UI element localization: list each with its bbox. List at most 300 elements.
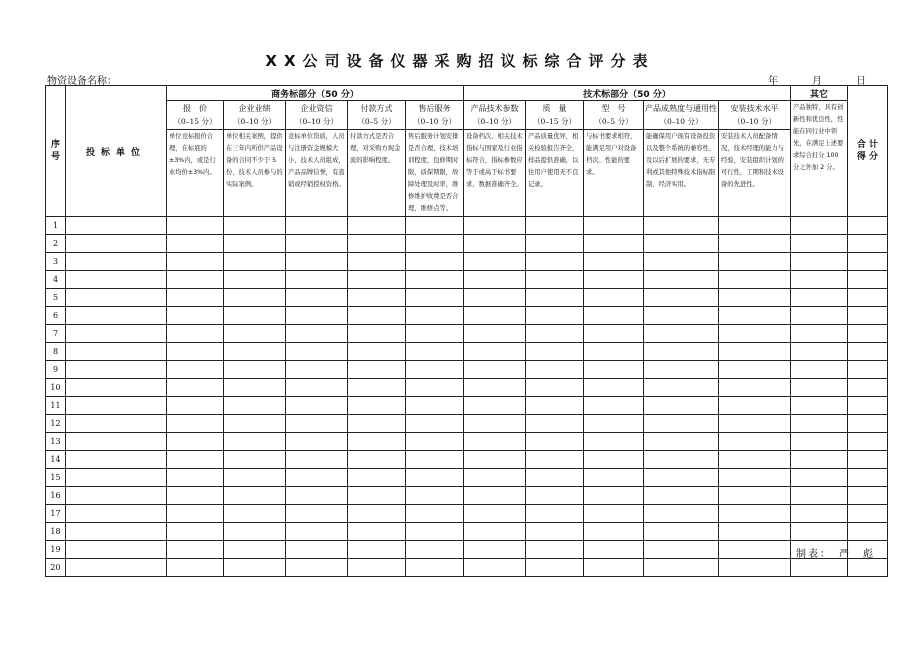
bidder-cell[interactable] — [66, 235, 167, 253]
bidder-cell[interactable] — [66, 379, 167, 397]
score-cell[interactable] — [348, 379, 406, 397]
score-cell[interactable] — [719, 307, 791, 325]
criterion-description: 能确保用户现有设备投资以及整个系统的兼容性，及以后扩展的要求，无专利或其他特殊技术指标限制、经济实用。 — [644, 130, 719, 217]
score-cell[interactable] — [644, 397, 719, 415]
score-cell[interactable] — [584, 559, 644, 577]
score-cell[interactable] — [286, 415, 348, 433]
score-cell[interactable] — [464, 541, 526, 559]
total-score-cell[interactable] — [848, 559, 888, 577]
score-cell[interactable] — [464, 253, 526, 271]
business-section-header: 商务标部分（50 分） — [167, 86, 464, 101]
score-cell[interactable] — [464, 307, 526, 325]
criterion-name: 质 量 — [542, 104, 567, 113]
score-cell[interactable] — [406, 541, 464, 559]
score-cell[interactable] — [224, 505, 286, 523]
bidder-cell[interactable] — [66, 487, 167, 505]
row-number: 18 — [46, 523, 66, 541]
score-cell[interactable] — [406, 289, 464, 307]
score-cell[interactable] — [719, 469, 791, 487]
score-cell[interactable] — [224, 541, 286, 559]
score-cell[interactable] — [526, 541, 584, 559]
score-cell[interactable] — [526, 271, 584, 289]
criterion-range: （0–10 分） — [473, 117, 516, 126]
score-cell[interactable] — [406, 397, 464, 415]
score-cell[interactable] — [719, 415, 791, 433]
total-score-cell[interactable] — [848, 469, 888, 487]
score-cell[interactable] — [406, 559, 464, 577]
score-cell[interactable] — [224, 559, 286, 577]
total-score-cell[interactable] — [848, 433, 888, 451]
score-cell[interactable] — [286, 235, 348, 253]
score-cell[interactable] — [348, 415, 406, 433]
score-cell[interactable] — [719, 289, 791, 307]
score-cell[interactable] — [406, 523, 464, 541]
score-cell[interactable] — [791, 217, 848, 235]
score-cell[interactable] — [719, 397, 791, 415]
score-cell[interactable] — [584, 307, 644, 325]
score-cell[interactable] — [167, 343, 224, 361]
score-cell[interactable] — [224, 307, 286, 325]
score-cell[interactable] — [406, 379, 464, 397]
score-cell[interactable] — [348, 235, 406, 253]
score-cell[interactable] — [167, 361, 224, 379]
score-cell[interactable] — [348, 271, 406, 289]
score-cell[interactable] — [224, 433, 286, 451]
score-cell[interactable] — [167, 505, 224, 523]
score-cell[interactable] — [791, 325, 848, 343]
score-cell[interactable] — [791, 235, 848, 253]
criterion-header — [286, 101, 348, 130]
criterion-range: （0–15 分） — [533, 117, 576, 126]
bidder-cell[interactable] — [66, 451, 167, 469]
score-cell[interactable] — [167, 307, 224, 325]
total-score-cell[interactable] — [848, 361, 888, 379]
score-cell[interactable] — [464, 487, 526, 505]
score-cell[interactable] — [348, 433, 406, 451]
score-cell[interactable] — [644, 559, 719, 577]
score-cell[interactable] — [719, 487, 791, 505]
score-cell[interactable] — [286, 253, 348, 271]
score-cell[interactable] — [167, 289, 224, 307]
score-cell[interactable] — [791, 343, 848, 361]
score-cell[interactable] — [644, 271, 719, 289]
criterion-range: （0–10 分） — [733, 117, 776, 126]
score-cell[interactable] — [224, 469, 286, 487]
score-cell[interactable] — [224, 451, 286, 469]
score-cell[interactable] — [719, 325, 791, 343]
score-cell[interactable] — [348, 505, 406, 523]
score-cell[interactable] — [584, 217, 644, 235]
score-cell[interactable] — [348, 559, 406, 577]
score-cell[interactable] — [286, 343, 348, 361]
score-cell[interactable] — [167, 541, 224, 559]
score-cell[interactable] — [719, 379, 791, 397]
score-cell[interactable] — [224, 253, 286, 271]
score-cell[interactable] — [526, 235, 584, 253]
score-cell[interactable] — [348, 487, 406, 505]
score-cell[interactable] — [348, 361, 406, 379]
score-cell[interactable] — [406, 271, 464, 289]
score-cell[interactable] — [406, 451, 464, 469]
score-cell[interactable] — [526, 289, 584, 307]
score-cell[interactable] — [464, 289, 526, 307]
score-cell[interactable] — [464, 559, 526, 577]
score-cell[interactable] — [464, 397, 526, 415]
table-row — [46, 451, 888, 469]
score-cell[interactable] — [526, 397, 584, 415]
score-cell[interactable] — [644, 217, 719, 235]
row-number: 11 — [46, 397, 66, 415]
score-cell[interactable] — [644, 325, 719, 343]
score-cell[interactable] — [348, 289, 406, 307]
score-cell[interactable] — [286, 361, 348, 379]
section-header-row — [46, 86, 888, 101]
score-cell[interactable] — [791, 289, 848, 307]
score-cell[interactable] — [167, 433, 224, 451]
total-score-cell[interactable] — [848, 343, 888, 361]
criterion-description: 设备档次、相关技术指标与国家及行业指标符合，指标参数应等于或高于标书要求，数据准确齐全。 — [464, 130, 526, 217]
score-cell[interactable] — [348, 541, 406, 559]
score-cell[interactable] — [464, 415, 526, 433]
score-cell[interactable] — [167, 415, 224, 433]
score-cell[interactable] — [224, 379, 286, 397]
score-cell[interactable] — [224, 289, 286, 307]
score-cell[interactable] — [644, 361, 719, 379]
score-cell[interactable] — [526, 451, 584, 469]
score-cell[interactable] — [224, 325, 286, 343]
criterion-header — [644, 101, 719, 130]
criteria-description-row — [46, 130, 888, 217]
total-score-cell[interactable] — [848, 235, 888, 253]
score-cell[interactable] — [286, 379, 348, 397]
bidder-cell[interactable] — [66, 433, 167, 451]
score-cell[interactable] — [167, 523, 224, 541]
score-cell[interactable] — [791, 487, 848, 505]
criterion-name: 企业业绩 — [238, 104, 271, 113]
bidder-cell[interactable] — [66, 271, 167, 289]
score-cell[interactable] — [464, 271, 526, 289]
score-cell[interactable] — [464, 325, 526, 343]
bidder-cell[interactable] — [66, 397, 167, 415]
score-cell[interactable] — [406, 505, 464, 523]
criterion-header — [406, 101, 464, 130]
score-cell[interactable] — [406, 433, 464, 451]
criterion-header — [584, 101, 644, 130]
score-cell[interactable] — [526, 523, 584, 541]
total-score-cell[interactable] — [848, 307, 888, 325]
total-score-cell[interactable] — [848, 253, 888, 271]
score-cell[interactable] — [791, 451, 848, 469]
score-cell[interactable] — [584, 253, 644, 271]
score-cell[interactable] — [348, 217, 406, 235]
score-cell[interactable] — [464, 451, 526, 469]
row-number: 1 — [46, 217, 66, 235]
score-cell[interactable] — [286, 289, 348, 307]
score-cell[interactable] — [584, 343, 644, 361]
score-cell[interactable] — [224, 271, 286, 289]
score-cell[interactable] — [286, 451, 348, 469]
bidder-cell[interactable] — [66, 217, 167, 235]
bidder-cell[interactable] — [66, 325, 167, 343]
score-cell[interactable] — [791, 523, 848, 541]
score-cell[interactable] — [584, 469, 644, 487]
score-cell[interactable] — [584, 415, 644, 433]
score-cell[interactable] — [584, 397, 644, 415]
criterion-range: （0–15 分） — [173, 117, 217, 126]
total-score-cell[interactable] — [848, 289, 888, 307]
criterion-description: 安装技术人员配备情况，技术经理的能力与经验，安装组织计划的可行性，工期和技术设备的先进性。 — [719, 130, 791, 217]
score-cell[interactable] — [719, 451, 791, 469]
score-cell[interactable] — [406, 415, 464, 433]
total-score-cell[interactable] — [848, 217, 888, 235]
score-cell[interactable] — [224, 523, 286, 541]
score-cell[interactable] — [644, 523, 719, 541]
score-cell[interactable] — [224, 235, 286, 253]
score-cell[interactable] — [719, 235, 791, 253]
score-cell[interactable] — [584, 523, 644, 541]
score-cell[interactable] — [406, 235, 464, 253]
bidder-cell[interactable] — [66, 541, 167, 559]
score-cell[interactable] — [719, 271, 791, 289]
score-cell[interactable] — [791, 469, 848, 487]
score-cell[interactable] — [719, 253, 791, 271]
score-cell[interactable] — [719, 505, 791, 523]
criterion-header — [464, 101, 526, 130]
bidder-cell[interactable] — [66, 343, 167, 361]
score-cell[interactable] — [167, 235, 224, 253]
score-cell[interactable] — [348, 451, 406, 469]
score-cell[interactable] — [464, 469, 526, 487]
score-cell[interactable] — [584, 289, 644, 307]
table-row — [46, 415, 888, 433]
score-cell[interactable] — [644, 343, 719, 361]
score-cell[interactable] — [584, 361, 644, 379]
bidder-cell[interactable] — [66, 361, 167, 379]
score-cell[interactable] — [464, 433, 526, 451]
row-number: 16 — [46, 487, 66, 505]
score-cell[interactable] — [348, 523, 406, 541]
score-cell[interactable] — [526, 325, 584, 343]
criterion-description: 售后服务计划安排是否合理，技术培训程度，包修期时限，质保期限，故障处理及时率，维修维护收费是否合理，维修点等。 — [406, 130, 464, 217]
bidder-cell[interactable] — [66, 415, 167, 433]
criterion-range: （0–10 分） — [233, 117, 276, 126]
score-cell[interactable] — [791, 397, 848, 415]
score-cell[interactable] — [719, 541, 791, 559]
score-cell[interactable] — [719, 523, 791, 541]
score-cell[interactable] — [719, 433, 791, 451]
score-cell[interactable] — [526, 361, 584, 379]
score-cell[interactable] — [644, 433, 719, 451]
bidder-cell[interactable] — [66, 523, 167, 541]
score-cell[interactable] — [526, 433, 584, 451]
score-cell[interactable] — [286, 469, 348, 487]
score-cell[interactable] — [348, 397, 406, 415]
score-cell[interactable] — [719, 343, 791, 361]
bidder-cell[interactable] — [66, 559, 167, 577]
score-cell[interactable] — [644, 487, 719, 505]
row-number: 2 — [46, 235, 66, 253]
criterion-name: 企业资信 — [300, 104, 333, 113]
score-cell[interactable] — [286, 523, 348, 541]
score-cell[interactable] — [167, 469, 224, 487]
score-cell[interactable] — [464, 361, 526, 379]
score-cell[interactable] — [286, 487, 348, 505]
score-cell[interactable] — [406, 469, 464, 487]
score-cell[interactable] — [644, 289, 719, 307]
score-cell[interactable] — [167, 451, 224, 469]
score-cell[interactable] — [464, 343, 526, 361]
score-cell[interactable] — [719, 361, 791, 379]
score-cell[interactable] — [791, 361, 848, 379]
score-cell[interactable] — [644, 379, 719, 397]
score-cell[interactable] — [224, 361, 286, 379]
score-cell[interactable] — [464, 379, 526, 397]
score-cell[interactable] — [348, 343, 406, 361]
score-cell[interactable] — [286, 505, 348, 523]
total-score-cell[interactable] — [848, 379, 888, 397]
score-cell[interactable] — [224, 397, 286, 415]
score-cell[interactable] — [584, 235, 644, 253]
score-cell[interactable] — [286, 397, 348, 415]
score-cell[interactable] — [464, 235, 526, 253]
score-cell[interactable] — [644, 541, 719, 559]
table-row — [46, 487, 888, 505]
score-cell[interactable] — [526, 469, 584, 487]
score-cell[interactable] — [406, 307, 464, 325]
score-cell[interactable] — [644, 253, 719, 271]
score-cell[interactable] — [791, 379, 848, 397]
score-cell[interactable] — [584, 271, 644, 289]
score-cell[interactable] — [526, 307, 584, 325]
criterion-header — [526, 101, 584, 130]
score-cell[interactable] — [584, 487, 644, 505]
score-cell[interactable] — [406, 217, 464, 235]
score-cell[interactable] — [286, 433, 348, 451]
score-cell[interactable] — [644, 451, 719, 469]
score-cell[interactable] — [224, 343, 286, 361]
criterion-name: 报 价 — [183, 104, 207, 113]
score-cell[interactable] — [526, 505, 584, 523]
score-cell[interactable] — [286, 541, 348, 559]
row-number: 3 — [46, 253, 66, 271]
criterion-description: 单位竞标报价合理，在标底的±3%内，或是行业均价±3%内。 — [167, 130, 224, 217]
score-cell[interactable] — [791, 505, 848, 523]
score-cell[interactable] — [286, 217, 348, 235]
score-cell[interactable] — [224, 487, 286, 505]
score-cell[interactable] — [167, 397, 224, 415]
row-number: 15 — [46, 469, 66, 487]
score-cell[interactable] — [644, 505, 719, 523]
total-score-cell[interactable] — [848, 487, 888, 505]
score-cell[interactable] — [584, 379, 644, 397]
score-cell[interactable] — [791, 433, 848, 451]
score-cell[interactable] — [584, 541, 644, 559]
score-cell[interactable] — [348, 469, 406, 487]
row-number: 6 — [46, 307, 66, 325]
score-cell[interactable] — [286, 559, 348, 577]
score-cell[interactable] — [286, 271, 348, 289]
score-cell[interactable] — [644, 307, 719, 325]
bidder-cell[interactable] — [66, 505, 167, 523]
total-score-cell[interactable] — [848, 325, 888, 343]
score-cell[interactable] — [526, 217, 584, 235]
score-cell[interactable] — [584, 325, 644, 343]
score-cell[interactable] — [464, 505, 526, 523]
total-score-cell[interactable] — [848, 271, 888, 289]
total-score-cell[interactable] — [848, 505, 888, 523]
score-cell[interactable] — [167, 379, 224, 397]
table-row — [46, 253, 888, 271]
row-number: 4 — [46, 271, 66, 289]
score-cell[interactable] — [719, 217, 791, 235]
score-cell[interactable] — [167, 271, 224, 289]
score-cell[interactable] — [464, 523, 526, 541]
score-cell[interactable] — [167, 487, 224, 505]
score-cell[interactable] — [406, 361, 464, 379]
score-cell[interactable] — [348, 253, 406, 271]
score-cell[interactable] — [526, 559, 584, 577]
score-cell[interactable] — [644, 469, 719, 487]
score-cell[interactable] — [406, 343, 464, 361]
score-cell[interactable] — [406, 325, 464, 343]
score-cell[interactable] — [791, 307, 848, 325]
score-cell[interactable] — [348, 325, 406, 343]
score-cell[interactable] — [348, 307, 406, 325]
technical-section-header: 技术标部分（50 分） — [464, 86, 791, 101]
score-cell[interactable] — [584, 451, 644, 469]
score-cell[interactable] — [644, 235, 719, 253]
score-cell[interactable] — [167, 325, 224, 343]
form-title: XX公司设备仪器采购招议标综合评分表 — [265, 52, 655, 70]
score-cell[interactable] — [791, 415, 848, 433]
total-score-cell[interactable] — [848, 397, 888, 415]
row-number: 17 — [46, 505, 66, 523]
score-cell[interactable] — [584, 433, 644, 451]
score-cell[interactable] — [286, 325, 348, 343]
total-score-cell[interactable] — [848, 523, 888, 541]
row-number: 13 — [46, 433, 66, 451]
score-cell[interactable] — [791, 559, 848, 577]
score-cell[interactable] — [406, 487, 464, 505]
score-cell[interactable] — [791, 271, 848, 289]
score-cell[interactable] — [644, 415, 719, 433]
bidder-cell[interactable] — [66, 307, 167, 325]
bidder-cell[interactable] — [66, 253, 167, 271]
scoring-table — [45, 85, 888, 577]
score-cell[interactable] — [406, 253, 464, 271]
score-cell[interactable] — [719, 559, 791, 577]
score-cell[interactable] — [526, 487, 584, 505]
score-cell[interactable] — [167, 217, 224, 235]
score-cell[interactable] — [464, 217, 526, 235]
score-cell[interactable] — [526, 343, 584, 361]
score-cell[interactable] — [167, 559, 224, 577]
score-cell[interactable] — [526, 253, 584, 271]
table-row — [46, 271, 888, 289]
score-cell[interactable] — [584, 505, 644, 523]
score-cell[interactable] — [167, 253, 224, 271]
score-cell[interactable] — [224, 415, 286, 433]
bidder-cell[interactable] — [66, 289, 167, 307]
score-cell[interactable] — [791, 253, 848, 271]
score-cell[interactable] — [526, 379, 584, 397]
score-cell[interactable] — [286, 307, 348, 325]
score-cell[interactable] — [526, 415, 584, 433]
total-score-cell[interactable] — [848, 415, 888, 433]
bidder-cell[interactable] — [66, 469, 167, 487]
score-cell[interactable] — [224, 217, 286, 235]
total-score-cell[interactable] — [848, 451, 888, 469]
